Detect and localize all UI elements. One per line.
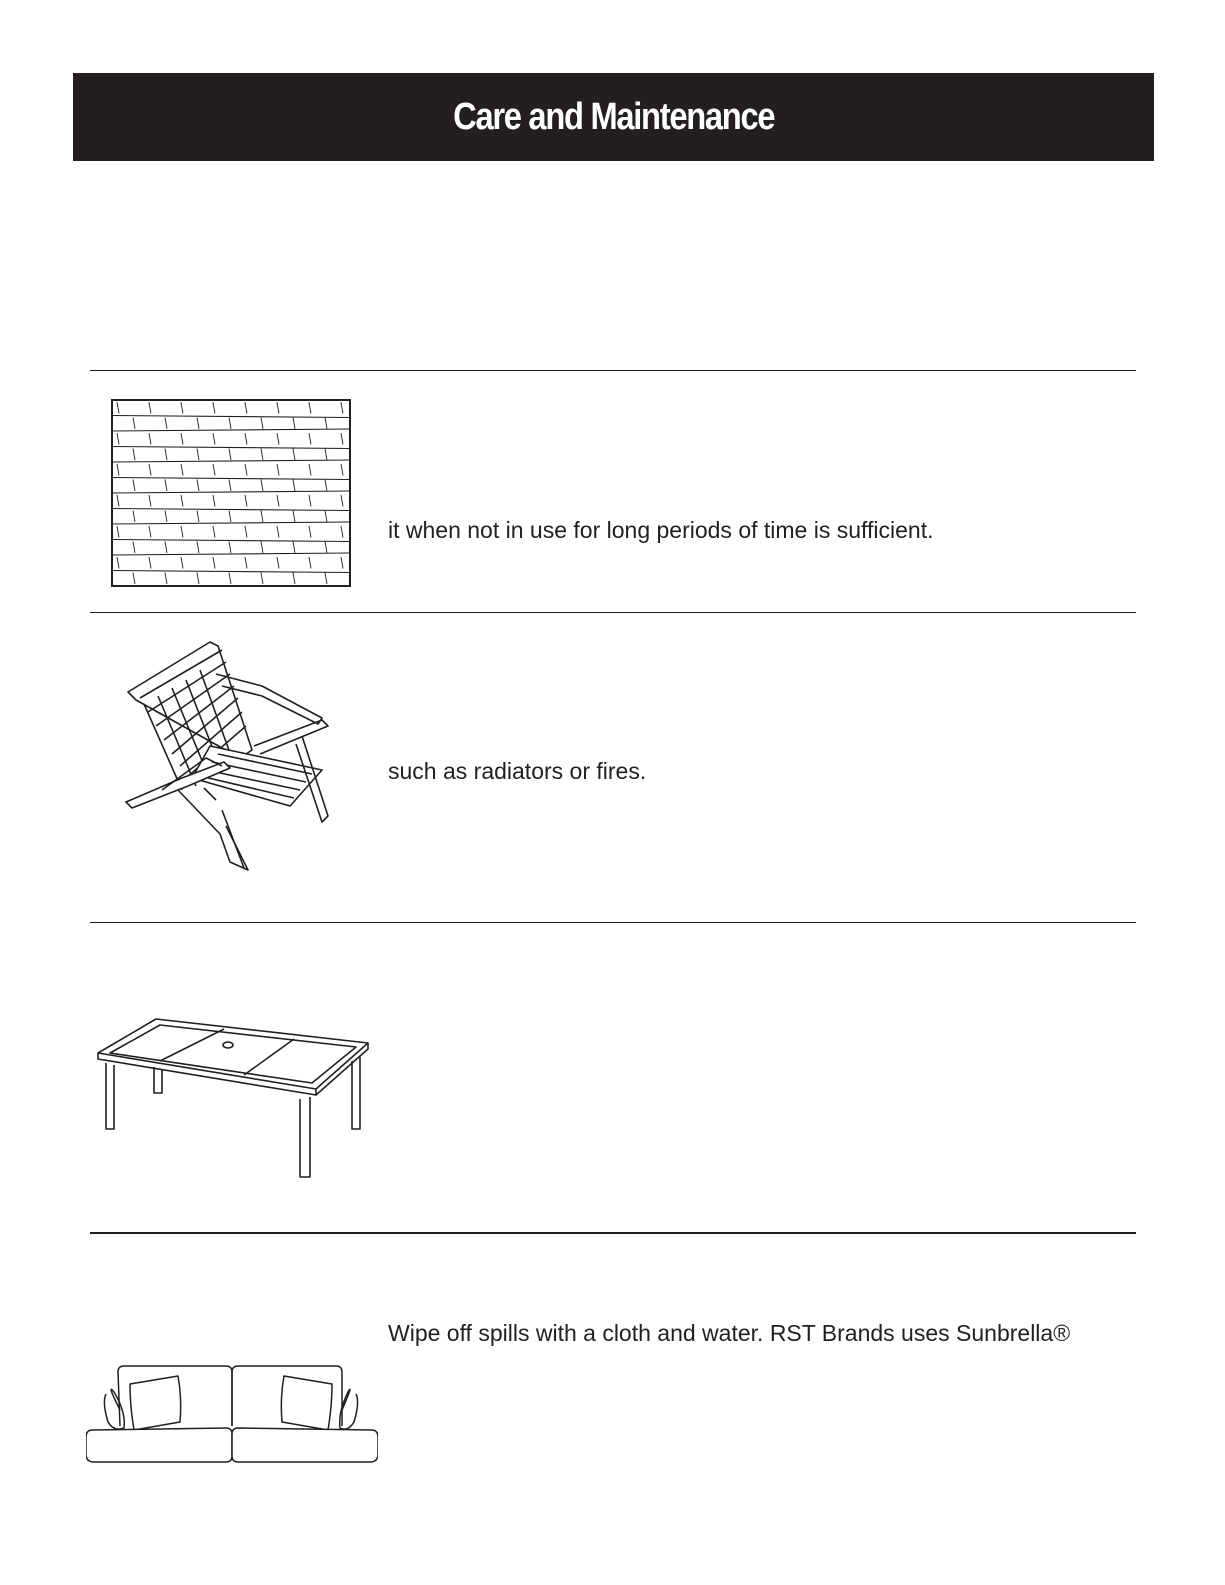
section-divider <box>90 370 1136 371</box>
section-text-sofa: Wipe off spills with a cloth and water. RST Brands uses Sunbrella® <box>388 1320 1071 1346</box>
header-bar <box>73 73 1154 161</box>
section-text-wicker: it when not in use for long periods of time is sufficient. <box>388 517 934 543</box>
section-divider <box>90 612 1136 613</box>
dining-table-icon <box>96 1017 372 1187</box>
section-divider <box>90 922 1136 923</box>
section-divider <box>90 1232 1136 1234</box>
section-text-chair: such as radiators or fires. <box>388 758 647 784</box>
wicker-weave-icon <box>111 399 351 587</box>
page-title: Care and Maintenance <box>452 95 775 138</box>
lounge-chair-icon <box>122 640 342 880</box>
sofa-cushion-icon <box>86 1362 378 1466</box>
